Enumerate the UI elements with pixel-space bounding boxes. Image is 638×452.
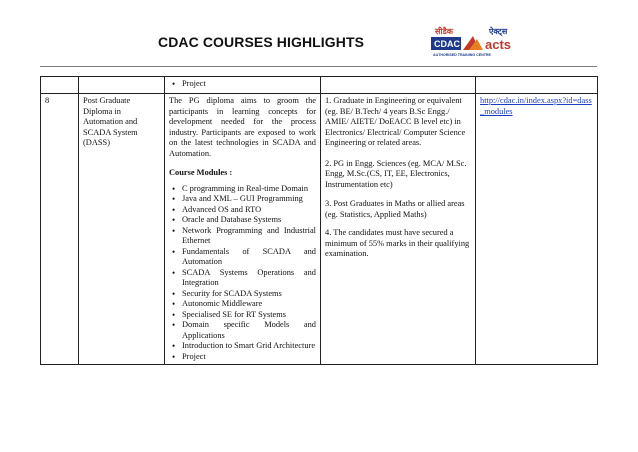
cell-link	[476, 77, 598, 94]
svg-text:सीडैक: सीडैक	[435, 27, 453, 36]
course-serial: 8	[41, 94, 79, 365]
modules-heading: Course Modules :	[169, 168, 233, 177]
module-item: • Oracle and Database Systems	[182, 215, 316, 226]
module-item: • Security for SCADA Systems	[182, 289, 316, 300]
table-row-continued	[41, 77, 598, 94]
eligibility-item: 4. The candidates must have secured a minimum of 55% marks in their qualifying examination.	[325, 228, 470, 258]
course-eligibility	[321, 94, 476, 365]
svg-text:acts: acts	[485, 37, 512, 52]
course-details	[165, 94, 321, 365]
eligibility-item: 3. Post Graduates in Maths or allied areas (eg. Statistics, Applied Maths)	[325, 199, 465, 219]
module-item: • Java and XML – GUI Programming	[182, 194, 316, 205]
cell-eligibility	[321, 77, 476, 94]
module-item: • Autonomic Middleware	[182, 299, 316, 310]
module-item: • Specialised SE for RT Systems	[182, 310, 316, 321]
modules-list	[169, 184, 316, 363]
courses-table	[40, 76, 598, 365]
module-item: • Fundamentals of SCADA and Automation	[182, 247, 316, 268]
cell-serial	[41, 77, 79, 94]
table-row	[41, 94, 598, 365]
module-item: • C programming in Real-time Domain	[182, 184, 316, 195]
svg-text:AUTHORISED TRAINING CENTRE: AUTHORISED TRAINING CENTRE	[433, 53, 491, 57]
svg-text:CDAC: CDAC	[434, 39, 460, 49]
module-item: • Network Programming and Industrial Ethernet	[182, 226, 316, 247]
cell-name	[79, 77, 165, 94]
course-description: The PG diploma aims to groom the participants in learning concepts for development needed for the process industry. Participants are exposed to work on the latest technologies in SCADA and Automation.	[169, 96, 316, 158]
document-title: CDAC COURSES HIGHLIGHTS	[158, 34, 365, 50]
course-name: Post Graduate Diploma in Automation and SCADA System (DASS)	[79, 94, 165, 365]
module-item: • Domain specific Models and Applications	[182, 320, 316, 341]
course-modules-link[interactable]: http://cdac.in/index.aspx?id=dass_modules	[480, 96, 592, 116]
course-link-cell	[476, 94, 598, 365]
list-item: • Project	[182, 79, 316, 90]
module-item: • Project	[182, 352, 316, 363]
cdac-acts-logo	[427, 25, 531, 58]
module-item: • SCADA Systems Operations and Integration	[182, 268, 316, 289]
eligibility-item: 2. PG in Engg. Sciences (eg. MCA/ M.Sc. Engg, M.Sc.(CS, IT, EE, Electronics, Instrumentation etc)	[325, 158, 467, 189]
module-item: • Advanced OS and RTO	[182, 205, 316, 216]
eligibility-item: 1. Graduate in Engineering or equivalent (eg. BE/ B.Tech/ 4 years B.Sc Engg./ AMIE/ AIETE/ DoEACC B level etc) in Electronics/ Electrical/ Computer Science Engineering or related areas.	[325, 96, 466, 147]
svg-text:ऐक्ट्स: ऐक्ट्स	[489, 27, 508, 36]
header-divider	[40, 66, 597, 67]
module-item: • Introduction to Smart Grid Architecture	[182, 341, 316, 352]
cell-modules	[165, 77, 321, 94]
